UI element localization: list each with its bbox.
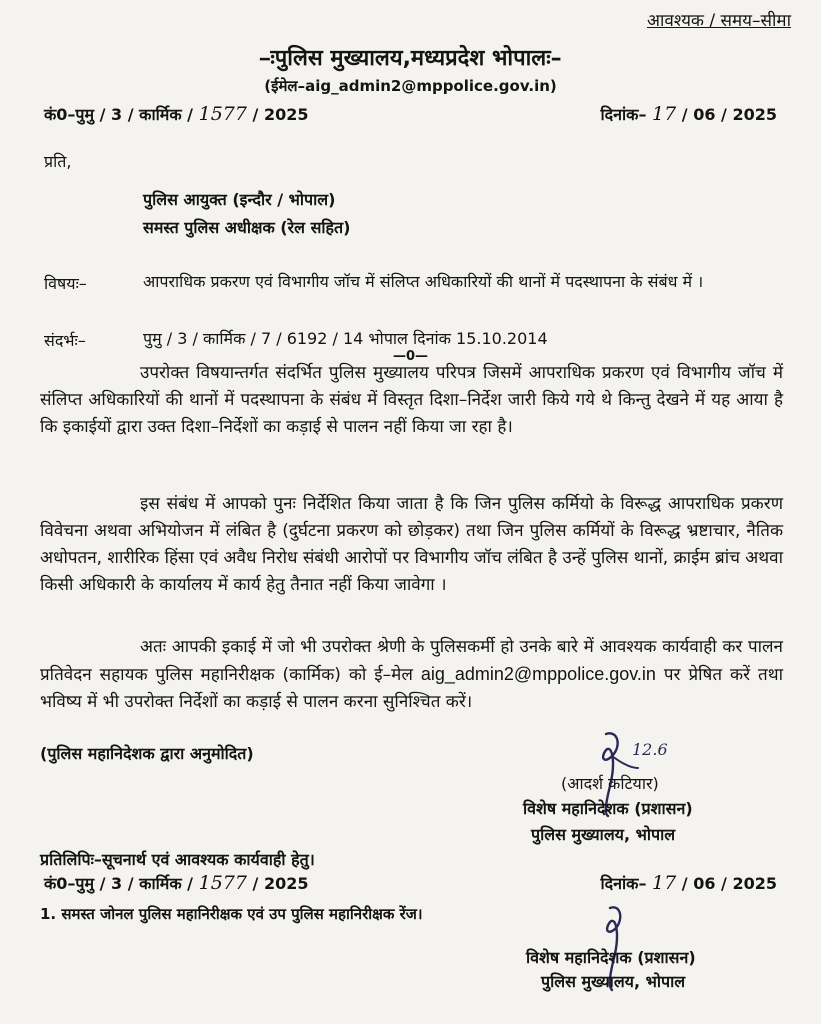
copy-handwritten-date-day: 17 (652, 872, 677, 894)
copy-handwritten-reference-number: 1577 (198, 872, 247, 894)
reference-doc-label: संदर्भः– (44, 331, 86, 350)
handwritten-reference-number: 1577 (198, 103, 247, 125)
copy-reference-year: / 2025 (246, 874, 309, 893)
reference-prefix: कं0–पुमु / 3 / कार्मिक / (44, 105, 199, 124)
signatory-office: पुलिस मुख्यालय, भोपाल (531, 825, 676, 844)
copy-date (601, 872, 777, 894)
copy-signatory-office: पुलिस मुख्यालय, भोपाल (541, 972, 686, 991)
copy-signatory-designation: विशेष महानिदेशक (प्रशासन) (526, 948, 696, 967)
office-email: (ईमेल–aig_admin2@mppolice.gov.in) (264, 77, 557, 95)
office-title: –ःपुलिस मुख्यालय,मध्यप्रदेश भोपालः– (259, 46, 562, 71)
copy-reference-number (44, 872, 308, 894)
subject-text: आपराधिक प्रकरण एवं विभागीय जॉच में संलिप्त अधिकारियों की थानों में पदस्थापना के संबंध में । (143, 272, 704, 291)
copy-label: प्रतिलिपिः–सूचनार्थ एवं आवश्यक कार्यवाही हेतु। (40, 850, 315, 869)
body-paragraph-1: उपरोक्त विषयान्तर्गत संदर्भित पुलिस मुख्यालय परिपत्र जिसमें आपराधिक प्रकरण एवं विभागीय जॉच में संलिप्त अधिकारियों की थानों में पदस्थापना के संबंध में विस्तृत दिशा–निर्देश जारी किये गये थे किन्तु देखने में यह आया है कि इकाईयों द्वारा उक्त दिशा–निर्देशों का कड़ाई से पालन नहीं किया जा रहा है। (40, 363, 783, 437)
letter-date (601, 103, 777, 125)
reference-doc-text: पुमु / 3 / कार्मिक / 7 / 6192 / 14 भोपाल दिनांक 15.10.2014 (143, 329, 548, 348)
body-paragraph-3 (40, 634, 783, 716)
date-rest: / 06 / 2025 (676, 105, 777, 124)
reference-number (44, 103, 308, 125)
reference-year: / 2025 (246, 105, 309, 124)
addressee-line-2: समस्त पुलिस अधीक्षक (रेल सहित) (143, 218, 351, 237)
signatory-designation: विशेष महानिदेशक (प्रशासन) (523, 799, 693, 818)
body-paragraph-3-start: अतः आपकी इकाई में जो भी उपरोक्त श्रेणी के पुलिसकर्मी हो उनके बारे में आवश्यक कार्यवाही कर पालन प्रतिवेदन सहायक पुलिस महानिरीक्षक (कार्मिक) को ई–मेल (40, 637, 783, 685)
urgent-deadline-label: आवश्यक / समय–सीमा (647, 11, 791, 31)
copy-date-rest: / 06 / 2025 (676, 874, 777, 893)
separator: —0— (392, 349, 429, 364)
date-label: दिनांक– (600, 105, 653, 124)
copy-recipient: 1. समस्त जोनल पुलिस महानिरीक्षक एवं उप पुलिस महानिरीक्षक रेंज। (40, 905, 423, 923)
handwritten-date-day: 17 (652, 103, 677, 125)
addressee-prefix: प्रति, (44, 152, 72, 171)
subject-label: विषयः– (44, 274, 87, 293)
copy-date-label: दिनांक– (600, 874, 653, 893)
body-paragraph-3-end: पर प्रेषित करें तथा भविष्य में भी उपरोक्त निर्देशों का कड़ाई से पालन करना सुनिश्चित करें। (40, 665, 783, 712)
copy-reference-prefix: कं0–पुमु / 3 / कार्मिक / (44, 874, 199, 893)
addressee-line-1: पुलिस आयुक्त (इन्दौर / भोपाल) (143, 190, 336, 209)
approval-note: (पुलिस महानिदेशक द्वारा अनुमोदित) (40, 744, 254, 763)
contact-email: aig_admin2@mppolice.gov.in (420, 664, 656, 684)
body-paragraph-2: इस संबंध में आपको पुनः निर्देशित किया जाता है कि जिन पुलिस कर्मियो के विरूद्ध आपराधिक प्रकरण विवेचना अथवा अभियोजन में लंबित है (दुर्घटना प्रकरण को छोड़कर) तथा जिन पुलिस कर्मियों के विरूद्ध भ्रष्टाचार, नैतिक अधोपतन, शारीरिक हिंसा एवं अवैध निरोध संबंधी आरोपों पर विभागीय जॉच लंबित है उन्हें पुलिस थानों, क्राईम ब्रांच अथवा किसी अधिकारी के कार्यालय में कार्य हेतु तैनात नहीं किया जावेगा । (40, 494, 784, 595)
handwritten-initial-date: 12.6 (632, 740, 668, 759)
signatory-name: (आदर्श कटियार) (561, 774, 659, 793)
